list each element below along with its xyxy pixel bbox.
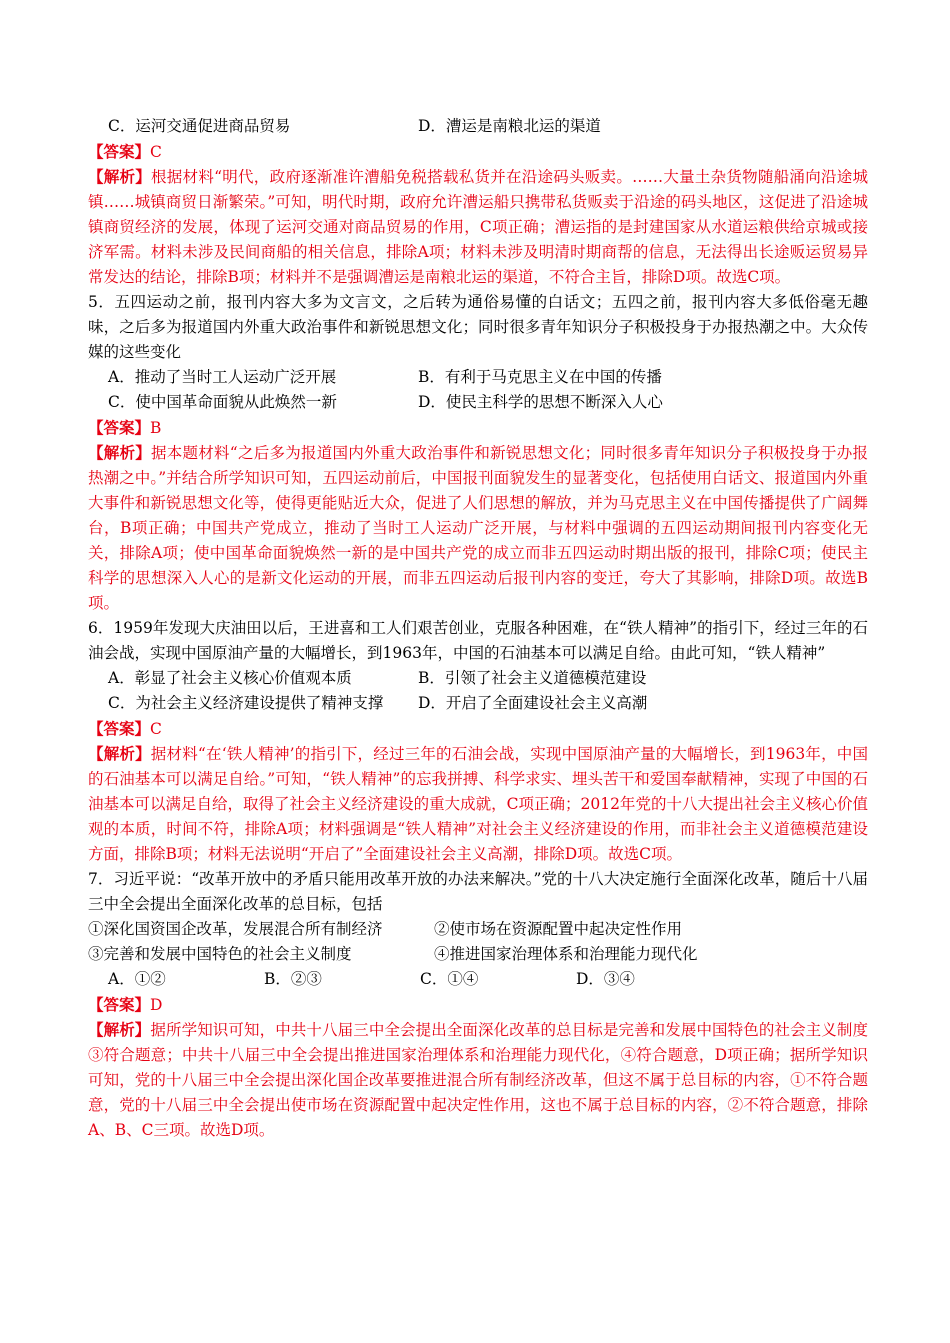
q7-answer bbox=[88, 992, 868, 1017]
answer-value: D bbox=[150, 996, 163, 1014]
q5-option-b[interactable]: B．有利于马克思主义在中国的传播 bbox=[418, 368, 662, 386]
q7-stem: 7．习近平说：“改革开放中的矛盾只能用改革开放的办法来解决。”党的十八大决定施行全面深化改革，随后十八届三中全会提出全面深化改革的总目标，包括 bbox=[88, 870, 868, 913]
q6-analysis bbox=[88, 741, 868, 867]
q4-option-d[interactable]: D．漕运是南粮北运的渠道 bbox=[418, 117, 601, 135]
q7-analysis bbox=[88, 1017, 868, 1143]
q5-option-c[interactable]: C．使中国革命面貌从此焕然一新 bbox=[108, 393, 337, 411]
q5-options-cd bbox=[88, 390, 868, 415]
q6-options-ab bbox=[88, 666, 868, 691]
analysis-tag: 【解析】 bbox=[88, 744, 151, 763]
q7-option-d[interactable]: D．③④ bbox=[576, 970, 635, 988]
q4-answer bbox=[88, 139, 868, 164]
q7-items-34 bbox=[88, 942, 868, 967]
q4-analysis bbox=[88, 164, 868, 290]
q5-answer bbox=[88, 415, 868, 440]
q7-item-3: ③完善和发展中国特色的社会主义制度 bbox=[88, 945, 352, 963]
q5-option-d[interactable]: D．使民主科学的思想不断深入人心 bbox=[418, 393, 663, 411]
q6-option-d[interactable]: D．开启了全面建设社会主义高潮 bbox=[418, 694, 648, 712]
answer-tag: 【答案】 bbox=[88, 418, 151, 437]
q7-option-b[interactable]: B．②③ bbox=[264, 970, 322, 988]
q4-options-cd bbox=[88, 114, 868, 139]
q7-items-12 bbox=[88, 917, 868, 942]
q7-item-2: ②使市场在资源配置中起决定性作用 bbox=[434, 920, 683, 938]
analysis-text: 据本题材料“之后多为报道国内外重大政治事件和新锐思想文化；同时很多青年知识分子积极投身于办报热潮之中。”并结合所学知识可知，五四运动前后，中国报刊面貌发生的显著变化，包括使用白话文、报道国内外重大事件和新锐思想文化等，使得更能贴近大众，促进了人们思想的解放，并为马克思主义在中国传播提供了广阔舞台，B项正确；中国共产党成立，推动了当时工人运动广泛开展，与材料中强调的五四运动期间报刊内容变化无关，排除A项；使中国革命面貌焕然一新的是中国共产党的成立而非五四运动时期出版的报刊，排除C项；使民主科学的思想深入人心的是新文化运动的开展，而非五四运动后报刊内容的变迁，夸大了其影响，排除D项。故选B项。 bbox=[88, 444, 868, 612]
q5-options-ab bbox=[88, 365, 868, 390]
q6-option-b[interactable]: B．引领了社会主义道德模范建设 bbox=[418, 669, 647, 687]
analysis-tag: 【解析】 bbox=[88, 1020, 151, 1039]
q6-answer bbox=[88, 716, 868, 741]
analysis-tag: 【解析】 bbox=[88, 443, 152, 462]
q6-stem: 6．1959年发现大庆油田以后，王进喜和工人们艰苦创业，克服各种困难，在“铁人精神”的指引下，经过三年的石油会战，实现中国原油产量的大幅增长，到1963年，中国的石油基本可以满足自给。由此可知，“铁人精神” bbox=[88, 619, 868, 662]
q7-option-c[interactable]: C．①④ bbox=[420, 970, 479, 988]
q7-options bbox=[88, 967, 868, 992]
q5-stem: 5．五四运动之前，报刊内容大多为文言文，之后转为通俗易懂的白话文；五四之前，报刊内容大多低俗毫无趣味，之后多为报道国内外重大政治事件和新锐思想文化；同时很多青年知识分子积极投身于办报热潮之中。大众传媒的这些变化 bbox=[88, 293, 868, 361]
q7-option-a[interactable]: A．①② bbox=[108, 970, 166, 988]
analysis-text: 据材料“在‘铁人精神’的指引下，经过三年的石油会战，实现中国原油产量的大幅增长，到1963年，中国的石油基本可以满足自给。”可知，“铁人精神”的忘我拼搏、科学求实、埋头苦干和爱国奉献精神，实现了中国的石油基本可以满足自给，取得了社会主义经济建设的重大成就，C项正确；2012年党的十八大提出社会主义核心价值观的本质，时间不符，排除A项；材料强调是“铁人精神”对社会主义经济建设的作用，而非社会主义道德模范建设方面，排除B项；材料无法说明“开启了”全面建设社会主义高潮，排除D项。故选C项。 bbox=[88, 745, 868, 863]
document-page bbox=[88, 114, 868, 1143]
q6-option-c[interactable]: C．为社会主义经济建设提供了精神支撑 bbox=[108, 694, 384, 712]
q5-analysis bbox=[88, 440, 868, 616]
q6-option-a[interactable]: A．彰显了社会主义核心价值观本质 bbox=[108, 669, 352, 687]
answer-value: C bbox=[150, 720, 162, 738]
q5-option-a[interactable]: A．推动了当时工人运动广泛开展 bbox=[108, 368, 337, 386]
answer-tag: 【答案】 bbox=[88, 719, 151, 738]
answer-tag: 【答案】 bbox=[88, 142, 151, 161]
q7-item-4: ④推进国家治理体系和治理能力现代化 bbox=[434, 945, 698, 963]
analysis-text: 根据材料“明代，政府逐渐准许漕船免税搭载私货并在沿途码头贩卖。……大量土杂货物随船涌向沿途城镇……城镇商贸日渐繁荣。”可知，明代时期，政府允许漕运船只携带私货贩卖于沿途的码头地区，这促进了沿途城镇商贸经济的发展，体现了运河交通对商品贸易的作用，C项正确；漕运指的是封建国家从水道运粮供给京城或接济军需。材料未涉及民间商船的相关信息，排除A项；材料未涉及明清时期商帮的信息，无法得出长途贩运贸易异常发达的结论，排除B项；材料并不是强调漕运是南粮北运的渠道，不符合主旨，排除D项。故选C项。 bbox=[88, 168, 868, 286]
q4-option-c[interactable]: C．运河交通促进商品贸易 bbox=[108, 117, 291, 135]
answer-value: C bbox=[150, 143, 162, 161]
answer-tag: 【答案】 bbox=[88, 995, 151, 1014]
q7-item-1: ①深化国资国企改革，发展混合所有制经济 bbox=[88, 920, 383, 938]
answer-value: B bbox=[150, 419, 162, 437]
analysis-text: 据所学知识可知，中共十八届三中全会提出全面深化改革的总目标是完善和发展中国特色的社会主义制度③符合题意；中共十八届三中全会提出推进国家治理体系和治理能力现代化，④符合题意，D项正确；据所学知识可知，党的十八届三中全会提出深化国企改革要推进混合所有制经济改革，但这不属于总目标的内容，①不符合题意，党的十八届三中全会提出使市场在资源配置中起决定性作用，这也不属于总目标的内容，②不符合题意，排除A、B、C三项。故选D项。 bbox=[88, 1021, 868, 1139]
q6-options-cd bbox=[88, 691, 868, 716]
analysis-tag: 【解析】 bbox=[88, 167, 152, 186]
